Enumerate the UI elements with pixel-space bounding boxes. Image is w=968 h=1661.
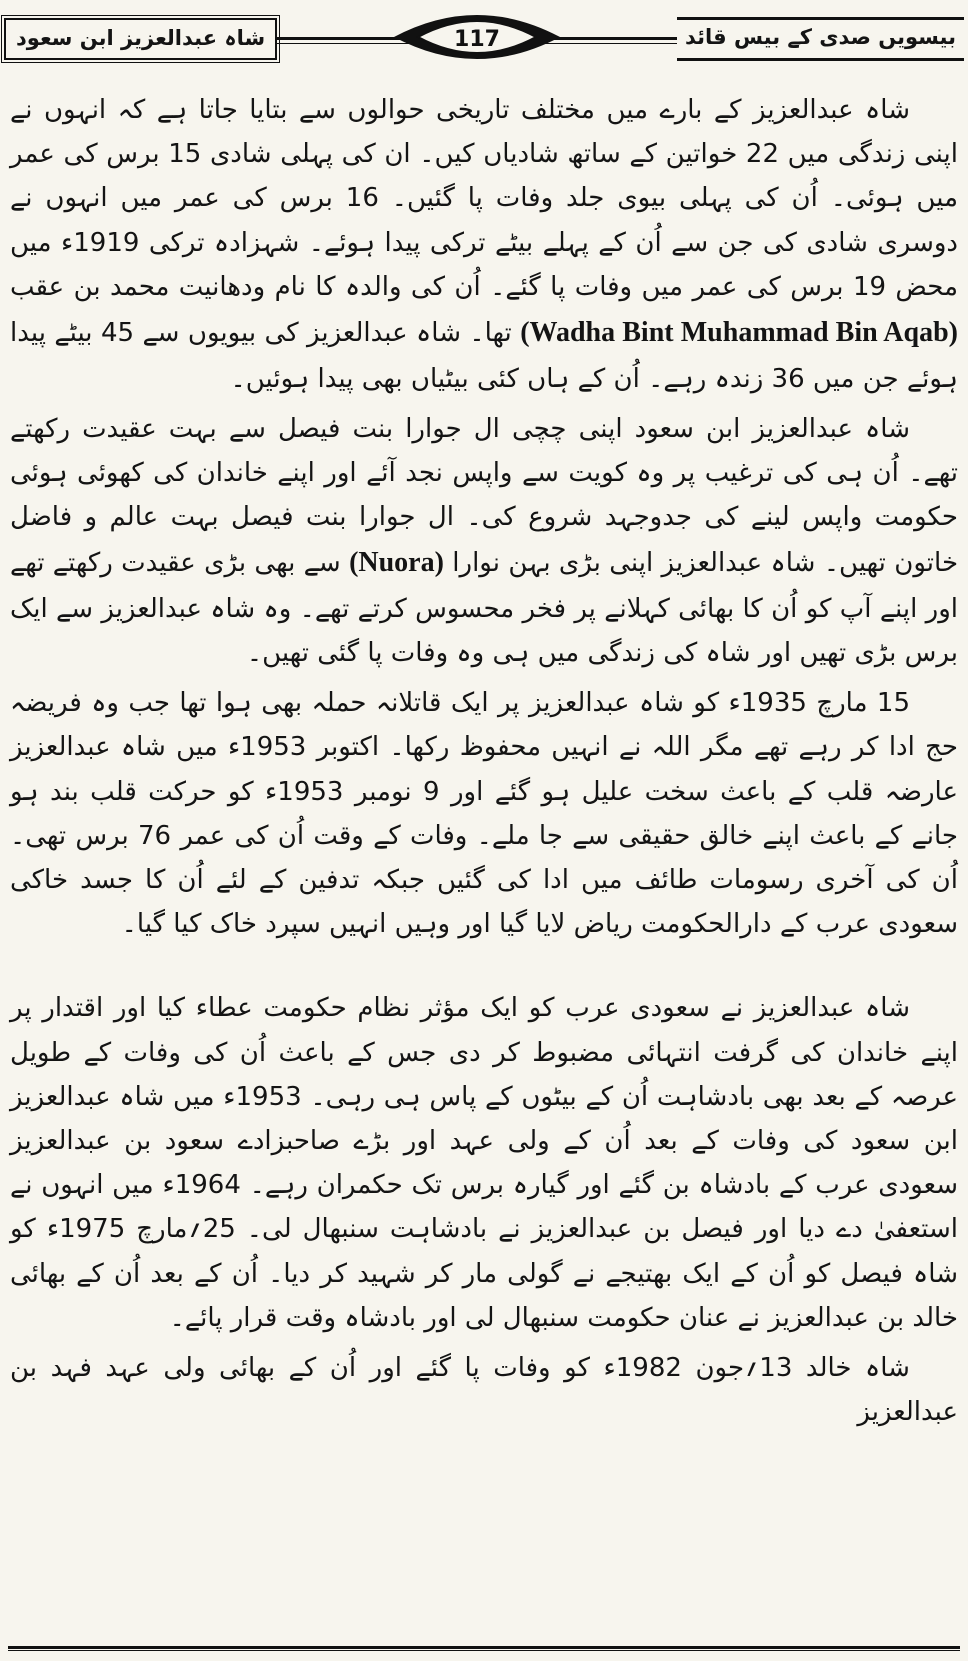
body-text (10, 88, 958, 1440)
paragraph-1-latin-name: (Wadha Bint Muhammad Bin Aqab) (520, 316, 958, 348)
header-left-title: شاہ عبدالعزیز ابن سعود (4, 18, 277, 60)
paragraph-2 (10, 407, 958, 676)
paragraph-2-latin-name: (Nuora) (349, 547, 444, 579)
header-center-rule (277, 10, 677, 68)
paragraph-5: شاہ خالد 13؍جون 1982ء کو وفات پا گئے اور اُن کے بھائی ولی عہد فہد بن عبدالعزیز (10, 1352, 958, 1428)
paragraph-2-text-b: سے بھی بڑی عقیدت رکھتے تھے اور اپنے آپ کو اُن کا بھائی کہلانے پر فخر محسوس کرتے تھے۔ وہ شاہ عبدالعزیز سے ایک برس بڑی تھیں اور شاہ کی زندگی میں ہی وہ وفات پا گئی تھیں۔ (10, 548, 958, 669)
paragraph-3: 15 مارچ 1935ء کو شاہ عبدالعزیز پر ایک قاتلانہ حملہ بھی ہوا تھا جب وہ فریضہ حج ادا کر رہے تھے مگر اللہ نے انہیں محفوظ رکھا۔ اکتوبر 1953ء میں شاہ عبدالعزیز عارضہ قلب کے باعث سخت علیل ہو گئے اور 9 نومبر 1953ء کو حرکت قلب بند ہو جانے کے باعث اپنے خالق حقیقی سے جا ملے۔ وفات کے وقت اُن کی عمر 76 برس تھی۔ اُن کی آخری رسومات طائف میں ادا کی گئیں جبکہ تدفین کے لئے اُن کا جسد خاکی سعودی عرب کے دارالحکومت ریاض لایا گیا اور وہیں انہیں سپرد خاک کیا گیا۔ (10, 688, 958, 940)
paragraph-2-text-a: شاہ عبدالعزیز ابن سعود اپنی چچی ال جوارا بنت فیصل سے بہت عقیدت رکھتے تھے۔ اُن ہی کی ترغیب پر وہ کویت سے واپس نجد آئے اور اپنے خاندان کی کھوئی ہوئی حکومت واپس لینے کی جدوجہد شروع کی۔ ال جوارا بنت فیصل بہت عالم و فاضل خاتون تھیں۔ شاہ عبدالعزیز اپنی بڑی بہن نوارا (10, 413, 959, 579)
page-header (0, 10, 968, 68)
page-number-ornament (392, 9, 562, 69)
header-right-title: بیسویں صدی کے بیس قائد (677, 17, 964, 61)
paragraph-1-text-b: تھا۔ شاہ عبدالعزیز کی بیویوں سے 45 بیٹے پیدا ہوئے جن میں 36 زندہ رہے۔ اُن کے ہاں کئی بیٹیاں بھی پیدا ہوئیں۔ (10, 317, 958, 394)
paragraph-1 (10, 88, 958, 401)
paragraph-1-text-a: شاہ عبدالعزیز کے بارے میں مختلف تاریخی حوالوں سے بتایا جاتا ہے کہ انہوں نے اپنی زندگی میں 22 خواتین کے ساتھ شادیاں کیں۔ ان کی پہلی شادی 15 برس کی عمر میں ہوئی۔ اُن کی پہلی بیوی جلد وفات پا گئیں۔ 16 برس کی عمر میں انہوں نے دوسری شادی کی جن سے اُن کے پہلے بیٹے ترکی پیدا ہوئے۔ شہزادہ ترکی 1919ء میں محض 19 برس کی عمر میں وفات پا گئے۔ اُن کی والدہ کا نام ودھانیت محمد بن عقب (10, 95, 959, 302)
paragraph-4: شاہ عبدالعزیز نے سعودی عرب کو ایک مؤثر نظام حکومت عطاء کیا اور اقتدار پر اپنے خاندان کی گرفت انتہائی مضبوط کر دی جس کے باعث اُن کی وفات کے طویل عرصہ کے بعد بھی بادشاہت اُن کے بیٹوں کے پاس ہی رہی۔ 1953ء میں شاہ عبدالعزیز ابن سعود کی وفات کے بعد اُن کے ولی عہد اور بڑے صاحبزادے سعود بن عبدالعزیز سعودی عرب کے بادشاہ بن گئے اور گیارہ برس تک حکمران رہے۔ 1964ء میں انہوں نے استعفیٰ دے دیا اور فیصل بن عبدالعزیز نے بادشاہت سنبھال لی۔ 25؍مارچ 1975ء کو شاہ فیصل کو اُن کے ایک بھتیجے نے گولی مار کر شہید کر دیا۔ اُن کے بعد اُن کے بھائی خالد بن عبدالعزیز نے عنان حکومت سنبھال لی اور بادشاہ وقت قرار پائے۔ (10, 993, 959, 1333)
page-number: 117 (454, 27, 501, 52)
footer-divider (8, 1646, 960, 1651)
marquise-ornament-icon (392, 9, 562, 65)
